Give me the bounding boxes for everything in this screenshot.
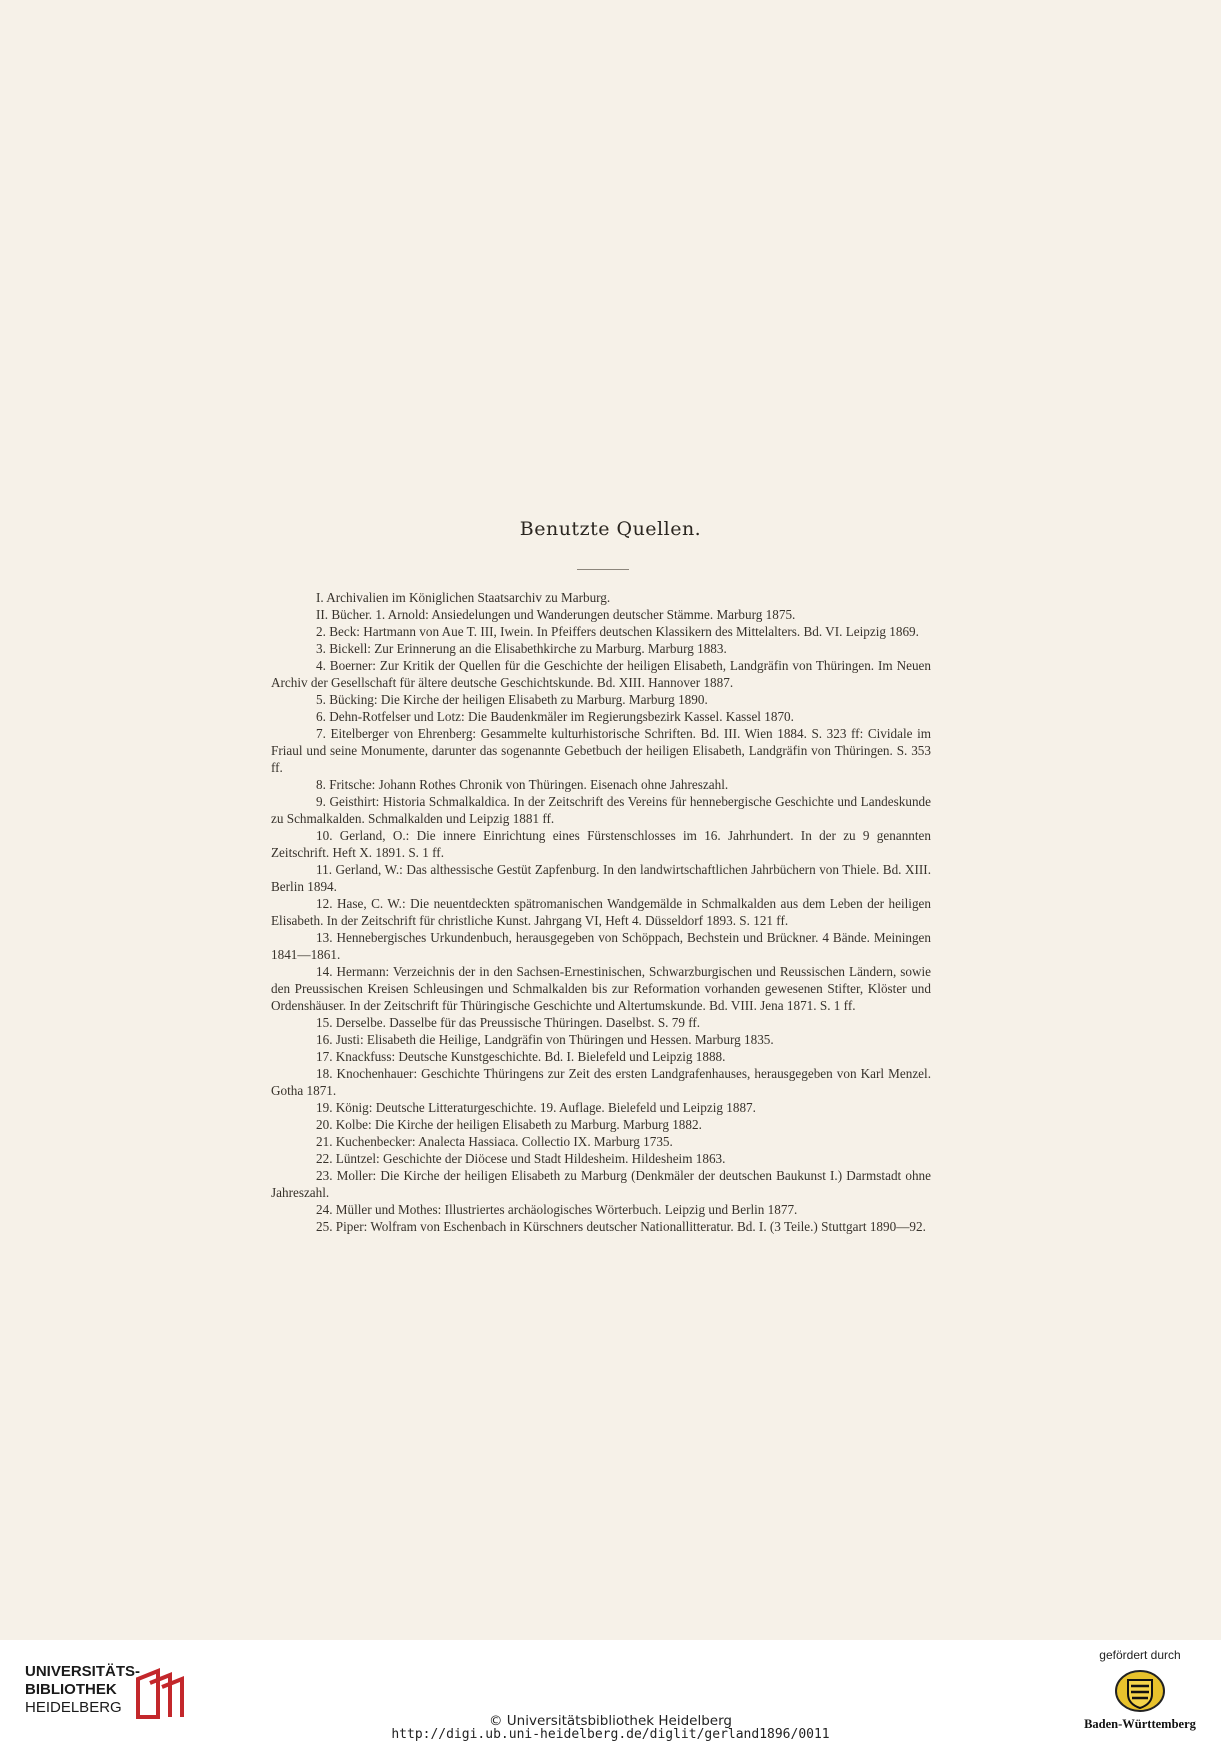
- title-divider: [577, 569, 629, 570]
- permalink-url[interactable]: http://digi.ub.uni-heidelberg.de/diglit/gerland1896/0011: [391, 1727, 830, 1742]
- reference-entry: 19. König: Deutsche Litteraturgeschichte. 19. Auflage. Bielefeld und Leipzig 1887.: [316, 1100, 756, 1115]
- reference-entry: II. Bücher. 1. Arnold: Ansiedelungen und Wanderungen deutscher Stämme. Marburg 1875.: [316, 607, 796, 622]
- reference-entry: 22. Lüntzel: Geschichte der Diöcese und Stadt Hildesheim. Hildesheim 1863.: [316, 1151, 726, 1166]
- reference-entry: 15. Derselbe. Dasselbe für das Preussische Thüringen. Daselbst. S. 79 ff.: [316, 1015, 701, 1030]
- reference-entry: 11. Gerland, W.: Das althessische Gestüt Zapfenburg. In den landwirtschaftlichen Jahrbüchern von Thiele. Bd. XIII. Berlin 1894.: [271, 862, 931, 894]
- library-name-line1: UNIVERSITÄTS-: [25, 1663, 141, 1680]
- reference-entry: 20. Kolbe: Die Kirche der heiligen Elisabeth zu Marburg. Marburg 1882.: [316, 1117, 702, 1132]
- reference-entry: 6. Dehn-Rotfelser und Lotz: Die Baudenkmäler im Regierungsbezirk Kassel. Kassel 1870.: [316, 709, 794, 724]
- sponsor-name: Baden-Württemberg: [1084, 1717, 1196, 1731]
- reference-entry: 13. Hennebergisches Urkundenbuch, herausgegeben von Schöppach, Bechstein und Brückner. 4 Bände. Meiningen 1841—1861.: [271, 930, 931, 962]
- reference-entry: 18. Knochenhauer: Geschichte Thüringens zur Zeit des ersten Landgrafenhauses, herausgegeben von Karl Menzel. Gotha 1871.: [271, 1066, 931, 1098]
- library-name-line2: BIBLIOTHEK: [25, 1681, 117, 1698]
- reference-entry: 3. Bickell: Zur Erinnerung an die Elisabethkirche zu Marburg. Marburg 1883.: [316, 641, 727, 656]
- sponsor-block: [1070, 1648, 1210, 1732]
- sponsor-label: gefördert durch: [1099, 1648, 1181, 1662]
- reference-entry: 7. Eitelberger von Ehrenberg: Gesammelte kulturhistorische Schriften. Bd. III. Wien 1884. S. 323 ff: Cividale im Friaul und seine Monumente, darunter das sogenannte Gebetbuch der heiligen Elisabeth, Landgräfin von Thüringen. S. 353 ff.: [271, 726, 931, 775]
- reference-entry: 23. Moller: Die Kirche der heiligen Elisabeth zu Marburg (Denkmäler der deutschen Baukunst I.) Darmstadt ohne Jahreszahl.: [271, 1168, 931, 1200]
- reference-entry: 5. Bücking: Die Kirche der heiligen Elisabeth zu Marburg. Marburg 1890.: [316, 692, 708, 707]
- reference-entry: 10. Gerland, O.: Die innere Einrichtung eines Fürstenschlosses im 16. Jahrhundert. In der zu 9 genannten Zeitschrift. Heft X. 1891. S. 1 ff.: [271, 828, 931, 860]
- reference-entry: 17. Knackfuss: Deutsche Kunstgeschichte. Bd. I. Bielefeld und Leipzig 1888.: [316, 1049, 726, 1064]
- state-coat-of-arms-icon: [1114, 1668, 1166, 1714]
- library-name-line3: HEIDELBERG: [25, 1699, 122, 1716]
- reference-list: [271, 589, 931, 1235]
- reference-entry: I. Archivalien im Königlichen Staatsarchiv zu Marburg.: [316, 590, 611, 605]
- reference-entry: 8. Fritsche: Johann Rothes Chronik von Thüringen. Eisenach ohne Jahreszahl.: [316, 777, 729, 792]
- copyright-notice: © Universitätsbibliothek Heidelberg: [488, 1713, 732, 1729]
- reference-entry: 16. Justi: Elisabeth die Heilige, Landgräfin von Thüringen und Hessen. Marburg 1835.: [316, 1032, 774, 1047]
- reference-entry: 2. Beck: Hartmann von Aue T. III, Iwein. In Pfeiffers deutschen Klassikern des Mittelalters. Bd. VI. Leipzig 1869.: [316, 624, 919, 639]
- reference-entry: 25. Piper: Wolfram von Eschenbach in Kürschners deutscher Nationallitteratur. Bd. I. (3 Teile.) Stuttgart 1890—92.: [316, 1219, 926, 1234]
- reference-entry: 24. Müller und Mothes: Illustriertes archäologisches Wörterbuch. Leipzig und Berlin 1877.: [316, 1202, 798, 1217]
- reference-entry: 9. Geisthirt: Historia Schmalkaldica. In der Zeitschrift des Vereins für hennebergische Geschichte und Landeskunde zu Schmalkalden. Schmalkalden und Leipzig 1881 ff.: [271, 794, 931, 826]
- reference-entry: 21. Kuchenbecker: Analecta Hassiaca. Collectio IX. Marburg 1735.: [316, 1134, 673, 1149]
- reference-entry: 4. Boerner: Zur Kritik der Quellen für die Geschichte der heiligen Elisabeth, Landgräfin von Thüringen. Im Neuen Archiv der Gesellschaft für ältere deutsche Geschichtskunde. Bd. XIII. Hannover 1887.: [271, 658, 931, 690]
- library-name: [25, 1663, 140, 1717]
- reference-entry: 14. Hermann: Verzeichnis der in den Sachsen-Ernestinischen, Schwarzburgischen und Reussischen Ländern, sowie den Preussischen Kreisen Schleusingen und Schmalkalden bis zur Reformation vorhanden gewesenen Stifter, Klöster und Ordenshäuser. In der Zeitschrift für Thüringische Geschichte und Altertumskunde. Bd. VIII. Jena 1871. S. 1 ff.: [271, 964, 931, 1013]
- page-title: Benutzte Quellen.: [519, 518, 702, 540]
- reference-entry: 12. Hase, C. W.: Die neuentdeckten spätromanischen Wandgemälde in Schmalkalden aus dem Leben der heiligen Elisabeth. In der Zeitschrift für christliche Kunst. Jahrgang VI, Heft 4. Düsseldorf 1893. S. 121 ff.: [271, 896, 931, 928]
